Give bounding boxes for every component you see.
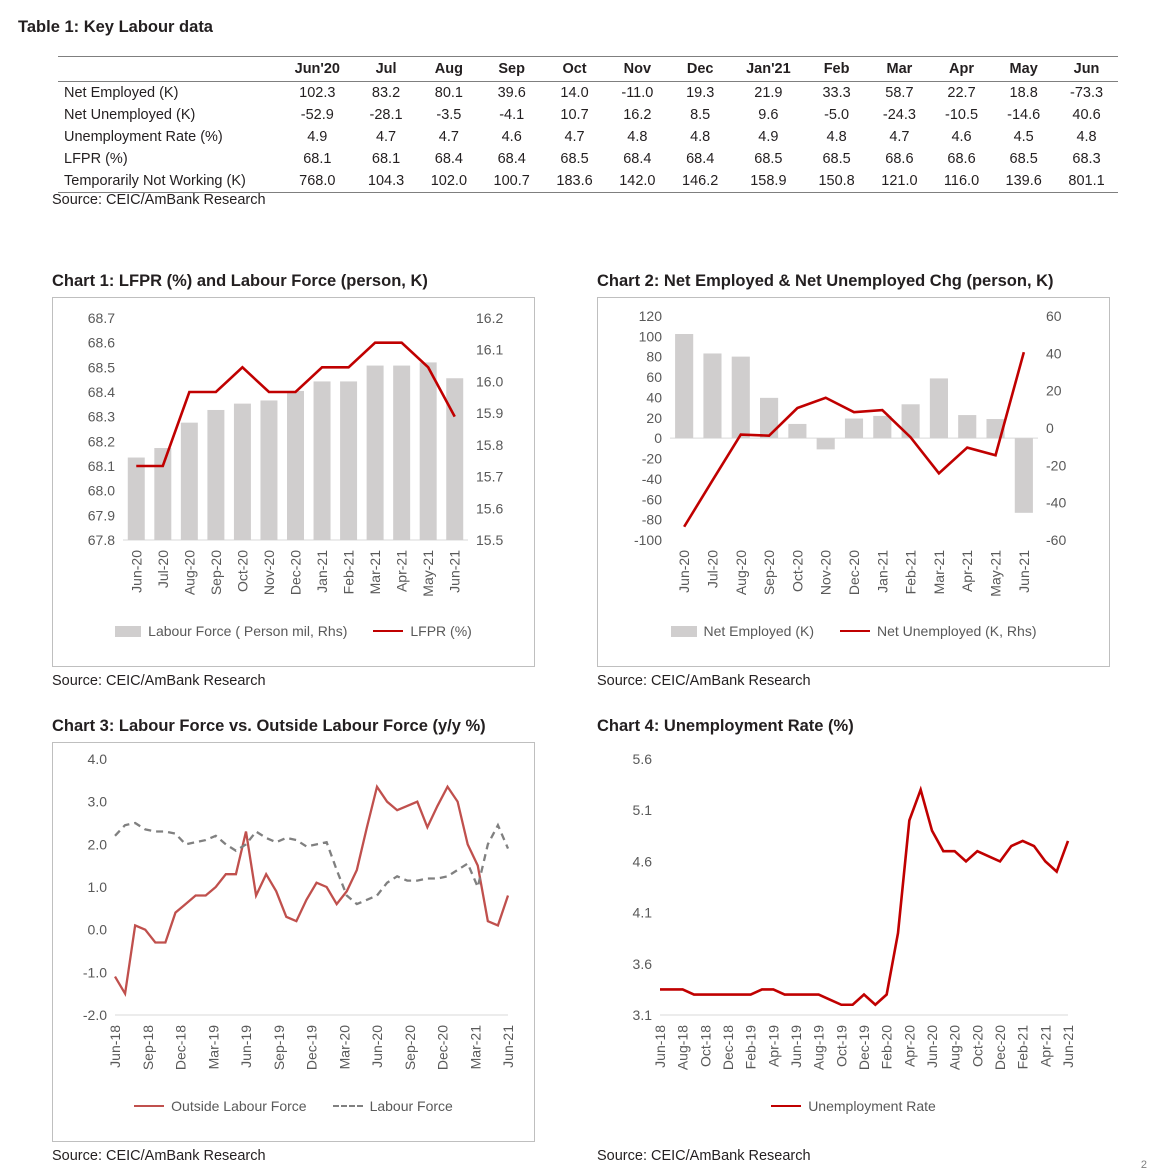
table-cell: 768.0 [280, 170, 355, 193]
table-row-label: LFPR (%) [64, 151, 128, 167]
table-cell: -24.3 [882, 107, 916, 123]
table-cell: 139.6 [992, 170, 1055, 193]
chart2-ytick-left: 0 [654, 430, 662, 447]
table-col-header: May [992, 57, 1055, 82]
chart1-ytick-left: 68.6 [87, 334, 115, 351]
chart2-bar [845, 419, 863, 439]
chart1-ytick-right: 15.5 [476, 532, 504, 548]
chart2-xtick: Oct-20 [789, 550, 806, 593]
chart4-xtick: Apr-21 [1037, 1025, 1054, 1068]
chart3-ytick: 3.0 [87, 793, 107, 810]
chart2-bar [873, 416, 891, 438]
chart2-ytick-right: -20 [1046, 457, 1067, 474]
chart1-bar [207, 410, 224, 540]
table-title: Table 1: Key Labour data [18, 18, 213, 36]
chart-legend [53, 623, 534, 639]
chart1-ytick-left: 68.3 [87, 408, 115, 425]
table-cell: 4.6 [501, 129, 522, 145]
chart4-title: Chart 4: Unemployment Rate (%) [597, 717, 854, 735]
table-cell: 4.7 [375, 129, 397, 145]
chart4-ytick: 5.1 [632, 802, 652, 819]
table-col-header: Aug [417, 57, 480, 82]
table-cell: -14.6 [1007, 107, 1041, 123]
table-row [58, 82, 1118, 105]
chart1-bar [181, 423, 198, 540]
table-cell: 18.8 [1009, 85, 1038, 101]
chart2-xtick: Jul-20 [704, 550, 721, 589]
chart1-ytick-right: 15.7 [476, 468, 504, 485]
key-labour-table-wrap [58, 56, 1118, 193]
chart3-xtick: Sep-18 [139, 1025, 156, 1071]
table-cell: 142.0 [606, 170, 669, 193]
chart4-xtick: Jun-19 [788, 1025, 804, 1068]
chart2-bar [760, 398, 778, 438]
chart1-ytick-right: 16.0 [476, 373, 504, 390]
table-cell: 68.5 [822, 151, 851, 167]
table-cell: -10.5 [945, 107, 979, 123]
chart2-ytick-left: -40 [641, 470, 662, 487]
legend-line-swatch [373, 630, 403, 632]
table-cell: 83.2 [371, 85, 401, 101]
chart4-xtick: Jun-21 [1060, 1025, 1076, 1068]
chart1-bar [128, 458, 145, 540]
chart2-bar [930, 378, 948, 438]
table-row-label: Unemployment Rate (%) [64, 129, 223, 145]
chart4-line [660, 790, 1068, 1005]
chart2-ytick-left: 40 [646, 389, 662, 406]
table-cell: 68.5 [1009, 151, 1038, 167]
chart4-xtick: Oct-20 [969, 1025, 986, 1068]
chart1-ytick-right: 15.6 [476, 500, 504, 517]
table-cell: 4.9 [758, 129, 779, 145]
table-header [58, 57, 1118, 82]
table-row-label: Net Employed (K) [64, 85, 179, 101]
chart2-xtick: Jan-21 [874, 550, 891, 593]
chart2-source: Source: CEIC/AmBank Research [597, 673, 811, 689]
table-cell: 40.6 [1072, 107, 1101, 123]
chart1-xtick: Jun-21 [446, 550, 463, 593]
chart2-svg [598, 298, 1109, 666]
table-cell: -28.1 [369, 107, 403, 123]
table-row [58, 104, 1118, 126]
chart-legend [598, 1098, 1109, 1114]
chart2-ytick-left: -60 [641, 491, 662, 508]
legend-item [333, 1098, 453, 1114]
chart2-ytick-left: 120 [638, 308, 662, 324]
chart3-xtick: Dec-18 [172, 1025, 189, 1071]
chart2-ytick-left: 100 [638, 328, 662, 345]
table-cell: 146.2 [669, 170, 732, 193]
table-cell: 102.3 [299, 85, 336, 101]
table-cell: 68.4 [497, 151, 526, 167]
table-corner-cell [58, 57, 280, 82]
chart3-xtick: Mar-21 [467, 1025, 484, 1070]
chart3-ytick: 2.0 [87, 836, 107, 853]
chart4-xtick: Apr-20 [901, 1025, 918, 1068]
chart4-xtick: Aug-20 [946, 1025, 963, 1071]
chart1-bar [393, 366, 410, 540]
chart2-plot [597, 297, 1110, 667]
chart1-ytick-right: 16.2 [476, 310, 504, 326]
chart1-xtick: Jul-20 [154, 550, 171, 589]
legend-line-swatch [840, 630, 870, 632]
table-row-label: Temporarily Not Working (K) [58, 170, 280, 193]
table-row-label: Net Unemployed (K) [64, 107, 196, 123]
chart3-line-0 [115, 787, 508, 994]
table-col-header: Oct [543, 57, 606, 82]
chart2-bar [817, 438, 835, 449]
chart2-ytick-left: -100 [633, 532, 662, 548]
table-cell: 68.1 [303, 151, 332, 167]
chart4-svg [598, 743, 1109, 1141]
chart3-xtick: Dec-20 [434, 1025, 451, 1071]
chart1-xtick: Sep-20 [207, 550, 224, 596]
legend-line-swatch [134, 1105, 164, 1107]
chart2-xtick: May-21 [987, 550, 1004, 597]
table-cell: 68.3 [1072, 151, 1101, 167]
chart3-ytick: 4.0 [87, 751, 107, 767]
chart3-xtick: Sep-19 [270, 1025, 287, 1071]
chart1-xtick: Mar-21 [367, 550, 384, 595]
chart1-bar [154, 448, 171, 540]
table-cell: 16.2 [623, 107, 652, 123]
table-row [58, 148, 1118, 170]
table-cell: 100.7 [480, 170, 543, 193]
chart2-ytick-left: 80 [646, 348, 662, 365]
table-cell: 183.6 [543, 170, 606, 193]
table-cell: 68.6 [947, 151, 976, 167]
chart2-xtick: Sep-20 [761, 550, 778, 596]
table-col-header: Apr [931, 57, 992, 82]
table-cell: 4.8 [627, 129, 648, 145]
chart4-xtick: Apr-19 [765, 1025, 782, 1068]
chart1-title: Chart 1: LFPR (%) and Labour Force (person, K) [52, 272, 428, 290]
table-cell: 68.4 [434, 151, 463, 167]
chart3-plot [52, 742, 535, 1142]
chart3-xtick: Jun-21 [500, 1025, 516, 1068]
chart4-source: Source: CEIC/AmBank Research [597, 1148, 811, 1164]
table-cell: 150.8 [805, 170, 868, 193]
chart4-xtick: Oct-19 [833, 1025, 850, 1068]
legend-label: Unemployment Rate [808, 1098, 936, 1114]
chart3-ytick: -1.0 [82, 964, 107, 981]
table-col-header: Jan'21 [732, 57, 806, 82]
chart4-xtick: Feb-21 [1014, 1025, 1031, 1070]
chart1-xtick: May-21 [420, 550, 437, 597]
chart-legend [53, 1098, 534, 1114]
legend-label: Labour Force ( Person mil, Rhs) [148, 623, 348, 639]
table-col-header: Feb [805, 57, 868, 82]
table-row [58, 126, 1118, 148]
chart2-xtick: Feb-21 [902, 550, 919, 595]
chart3-source: Source: CEIC/AmBank Research [52, 1148, 266, 1164]
chart1-xtick: Feb-21 [340, 550, 357, 595]
chart4-ytick: 3.1 [632, 1007, 652, 1023]
table-source: Source: CEIC/AmBank Research [52, 192, 266, 208]
chart1-panel [52, 272, 542, 689]
table-cell: 10.7 [560, 107, 589, 123]
chart2-xtick: Nov-20 [817, 550, 834, 596]
chart2-ytick-left: -20 [641, 450, 662, 467]
table-col-header: Jul [355, 57, 418, 82]
chart2-bar [958, 415, 976, 438]
table-cell: 58.7 [885, 85, 914, 101]
table-cell: 80.1 [434, 85, 463, 101]
table-cell: 4.5 [1013, 129, 1034, 145]
chart1-xtick: Jan-21 [314, 550, 331, 593]
chart1-source: Source: CEIC/AmBank Research [52, 673, 266, 689]
chart2-ytick-right: 20 [1046, 382, 1062, 399]
chart3-xtick: Mar-19 [205, 1025, 222, 1070]
chart2-bar [1015, 438, 1033, 513]
table-cell: 68.5 [560, 151, 589, 167]
chart4-xtick: Dec-19 [856, 1025, 872, 1071]
table-cell: 116.0 [931, 170, 992, 193]
table-cell: 8.5 [690, 107, 711, 123]
chart3-xtick: Jun-20 [369, 1025, 385, 1068]
chart3-xtick: Jun-18 [107, 1025, 123, 1068]
table-cell: 68.4 [623, 151, 652, 167]
table-cell: -52.9 [300, 107, 334, 123]
chart1-xtick: Dec-20 [287, 550, 304, 596]
chart4-panel [597, 717, 1112, 1164]
table-cell: 4.6 [951, 129, 972, 145]
table-cell: 68.5 [754, 151, 783, 167]
chart3-svg [53, 743, 534, 1141]
chart1-bar [287, 391, 304, 540]
chart2-bar [788, 424, 806, 438]
chart1-bar [314, 381, 331, 540]
chart1-xtick: Jun-20 [128, 550, 145, 593]
chart4-plot [597, 742, 1110, 1142]
table-cell: 4.8 [826, 129, 847, 145]
chart2-ytick-left: -80 [641, 511, 662, 528]
chart1-bar [367, 366, 384, 540]
legend-item [771, 1098, 936, 1114]
chart4-xtick: Jun-20 [924, 1025, 940, 1068]
table-cell: 102.0 [417, 170, 480, 193]
chart1-ytick-right: 16.1 [476, 341, 504, 358]
chart4-xtick: Aug-19 [810, 1025, 827, 1071]
table-cell: 39.6 [497, 85, 526, 101]
chart3-panel [52, 717, 542, 1164]
table-cell: 121.0 [868, 170, 931, 193]
chart1-ytick-right: 15.8 [476, 436, 504, 453]
chart2-ytick-left: 60 [646, 369, 662, 386]
chart2-xtick: Dec-20 [846, 550, 862, 596]
chart1-ytick-left: 68.0 [87, 482, 115, 499]
table-cell: 33.3 [822, 85, 851, 101]
chart4-xtick: Oct-18 [697, 1025, 714, 1068]
chart2-ytick-right: 60 [1046, 308, 1062, 324]
table-cell: 4.8 [690, 129, 711, 145]
chart3-ytick: 0.0 [87, 921, 107, 938]
table-cell: -3.5 [436, 107, 462, 123]
chart4-ytick: 5.6 [632, 751, 652, 767]
legend-bar-swatch [115, 626, 141, 637]
table-cell: 22.7 [947, 85, 976, 101]
table-col-header: Jun [1055, 57, 1118, 82]
chart4-xtick: Aug-18 [674, 1025, 691, 1071]
table-col-header: Mar [868, 57, 931, 82]
table-cell: -5.0 [824, 107, 850, 123]
chart2-ytick-left: 20 [646, 409, 662, 426]
legend-line-swatch [771, 1105, 801, 1107]
table-cell: 14.0 [560, 85, 589, 101]
chart1-xtick: Apr-21 [393, 550, 410, 593]
table-cell: 801.1 [1055, 170, 1118, 193]
chart2-panel [597, 272, 1112, 689]
chart4-xtick: Feb-20 [878, 1025, 895, 1070]
chart2-ytick-right: -40 [1046, 494, 1067, 511]
chart2-xtick: Apr-21 [959, 550, 976, 593]
chart3-xtick: Sep-20 [401, 1025, 418, 1071]
legend-item [671, 623, 814, 639]
legend-line-swatch [333, 1105, 363, 1107]
chart1-bar [260, 400, 277, 540]
chart2-xtick: Jun-21 [1015, 550, 1032, 593]
chart1-bar [340, 381, 357, 540]
chart4-ytick: 4.1 [632, 904, 652, 921]
chart3-ytick: -2.0 [82, 1007, 107, 1023]
table-cell: -4.1 [499, 107, 525, 123]
chart4-ytick: 4.6 [632, 853, 652, 870]
table-cell: 68.1 [371, 151, 401, 167]
chart1-ytick-left: 68.4 [87, 384, 115, 400]
legend-bar-swatch [671, 626, 697, 637]
legend-label: LFPR (%) [410, 623, 472, 639]
chart2-xtick: Mar-21 [930, 550, 947, 595]
table-cell: 4.7 [564, 129, 585, 145]
table-col-header: Jun'20 [280, 57, 355, 82]
table-cell: 158.9 [732, 170, 806, 193]
chart1-ytick-left: 68.5 [87, 359, 115, 376]
chart1-ytick-left: 67.9 [87, 507, 115, 524]
table-cell: 4.8 [1076, 129, 1097, 145]
chart1-ytick-left: 67.8 [87, 532, 115, 548]
chart1-ytick-left: 68.2 [87, 433, 115, 450]
chart1-xtick: Oct-20 [234, 550, 251, 593]
table-cell: 4.7 [438, 129, 459, 145]
key-labour-table [58, 56, 1118, 193]
legend-label: Net Unemployed (K, Rhs) [876, 623, 1037, 639]
table-cell: 104.3 [355, 170, 418, 193]
table-cell: 68.4 [686, 151, 715, 167]
legend-item [134, 1098, 306, 1114]
chart2-xtick: Aug-20 [732, 550, 749, 596]
table-cell: 68.6 [885, 151, 914, 167]
table-cell: 4.9 [307, 129, 328, 145]
chart4-xtick: Dec-18 [720, 1025, 736, 1071]
chart2-xtick: Jun-20 [676, 550, 693, 593]
legend-item [840, 623, 1037, 639]
table-cell: 9.6 [758, 107, 779, 123]
chart4-ytick: 3.6 [632, 955, 652, 972]
chart2-bar [732, 357, 750, 439]
page-number: 2 [1140, 1159, 1147, 1171]
table-body [58, 82, 1118, 193]
legend-item [373, 623, 471, 639]
chart2-ytick-right: 0 [1046, 420, 1054, 436]
legend-label: Net Employed (K) [703, 623, 814, 639]
chart1-ytick-left: 68.7 [87, 310, 115, 326]
table-col-header: Dec [669, 57, 732, 82]
chart2-ytick-right: 40 [1046, 345, 1062, 362]
chart1-xtick: Aug-20 [181, 550, 198, 596]
table-cell: -73.3 [1070, 85, 1104, 101]
chart4-xtick: Dec-20 [992, 1025, 1008, 1071]
legend-item [115, 623, 347, 639]
chart2-bar [902, 404, 920, 438]
table-row [58, 170, 1118, 193]
table-col-header: Sep [480, 57, 543, 82]
chart1-svg [53, 298, 534, 666]
chart4-xtick: Feb-19 [742, 1025, 759, 1070]
table-cell: 21.9 [754, 85, 783, 101]
chart2-bar [703, 353, 721, 438]
legend-label: Outside Labour Force [171, 1098, 307, 1114]
chart1-xtick: Nov-20 [260, 550, 277, 596]
chart-legend [598, 623, 1109, 639]
chart2-title: Chart 2: Net Employed & Net Unemployed Chg (person, K) [597, 272, 1054, 290]
chart1-ytick-left: 68.1 [87, 458, 115, 474]
chart2-ytick-right: -60 [1046, 532, 1067, 548]
table-header-row [58, 57, 1118, 82]
chart3-xtick: Mar-20 [336, 1025, 353, 1070]
chart1-bar [446, 378, 463, 540]
chart3-ytick: 1.0 [87, 879, 107, 895]
legend-label: Labour Force [369, 1098, 453, 1114]
chart2-bar [675, 334, 693, 438]
table-cell: -11.0 [621, 85, 654, 101]
chart1-bar [234, 404, 251, 540]
chart3-xtick: Jun-19 [238, 1025, 254, 1068]
chart3-xtick: Dec-19 [303, 1025, 320, 1071]
table-cell: 4.7 [889, 129, 910, 145]
table-col-header: Nov [606, 57, 669, 82]
table-cell: 19.3 [686, 85, 715, 101]
chart1-bar [420, 362, 437, 540]
chart3-title: Chart 3: Labour Force vs. Outside Labour Force (y/y %) [52, 717, 486, 735]
chart1-ytick-right: 15.9 [476, 405, 504, 422]
chart4-xtick: Jun-18 [652, 1025, 668, 1068]
chart1-plot [52, 297, 535, 667]
